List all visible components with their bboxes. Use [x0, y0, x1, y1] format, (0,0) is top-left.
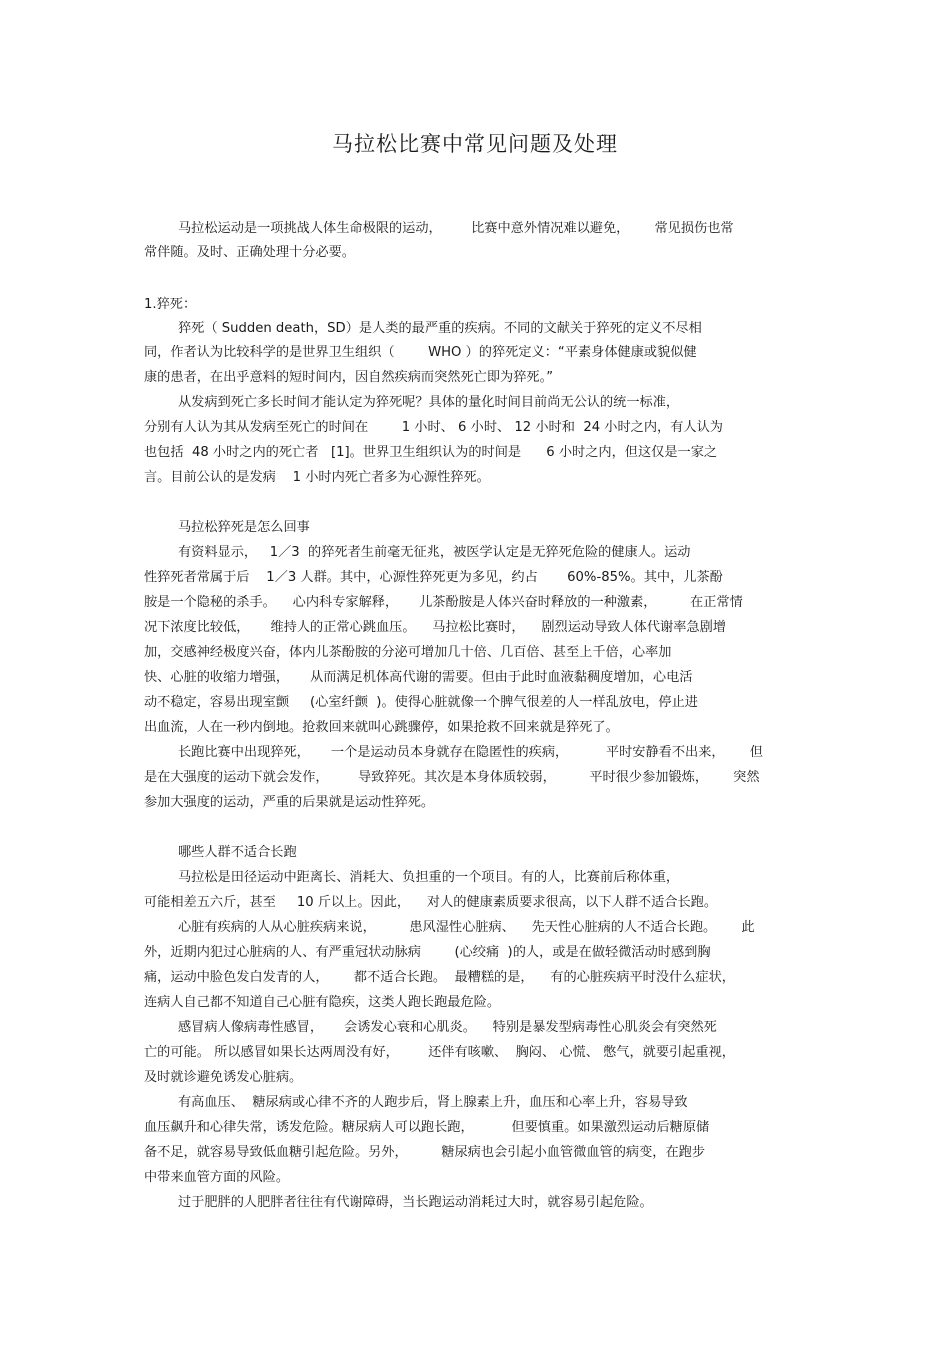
section-heading: 马拉松猝死是怎么回事 [178, 520, 310, 535]
paragraph-line: 血压飙升和心律失常，诱发危险。糖尿病人可以跑长跑， 但要慎重。如果激烈运动后糖原储 [144, 1120, 710, 1135]
paragraph-line: 言。目前公认的是发病 1 小时内死亡者多为心源性猝死。 [144, 470, 490, 485]
paragraph-line: 可能相差五六斤，甚至 10 斤以上。因此， 对人的健康素质要求很高，以下人群不适合长跑。 [144, 895, 718, 910]
paragraph-line: 马拉松是田径运动中距离长、消耗大、负担重的一个项目。有的人，比赛前后称体重， [178, 870, 680, 885]
paragraph-line: 性猝死者常属于后 1／3 人群。其中，心源性猝死更为多见，约占 60%-85%。其中，儿茶酚 [144, 570, 723, 585]
paragraph-line: 连病人自己都不知道自己心脏有隐疾，这类人跑长跑最危险。 [144, 995, 501, 1010]
paragraph-line: 胺是一个隐秘的杀手。 心内科专家解释， 儿茶酚胺是人体兴奋时释放的一种激素， 在正常情 [144, 595, 743, 610]
paragraph-line: 感冒病人像病毒性感冒， 会诱发心衰和心肌炎。 特别是暴发型病毒性心肌炎会有突然死 [178, 1020, 717, 1035]
paragraph-line: 有高血压、 糖尿病或心律不齐的人跑步后，肾上腺素上升，血压和心率上升，容易导致 [178, 1095, 688, 1110]
paragraph-line: 是在大强度的运动下就会发作， 导致猝死。其次是本身体质较弱， 平时很少参加锻炼， 突然 [144, 770, 760, 785]
paragraph-line: 心脏有疾病的人从心脏疾病来说， 患风湿性心脏病、 先天性心脏病的人不适合长跑。 此 [178, 920, 755, 935]
paragraph-line: 况下浓度比较低， 维持人的正常心跳血压。 马拉松比赛时， 剧烈运动导致人体代谢率急剧增 [144, 620, 726, 635]
paragraph-line: 出血流，人在一秒内倒地。抢救回来就叫心跳骤停，如果抢救不回来就是猝死了。 [144, 720, 619, 735]
paragraph-line: 及时就诊避免诱发心脏病。 [144, 1070, 303, 1085]
paragraph-line: 同，作者认为比较科学的是世界卫生组织（ WHO ）的猝死定义：“平素身体健康或貌似健 [144, 345, 697, 360]
paragraph-line: 分别有人认为其从发病至死亡的时间在 1 小时、 6 小时、 12 小时和 24 小时之内，有人认为 [144, 420, 723, 435]
paragraph-line: 参加大强度的运动，严重的后果就是运动性猝死。 [144, 795, 435, 810]
paragraph-line: 动不稳定，容易出现室颤 (心室纤颤 )。使得心脏就像一个脾气很差的人一样乱放电，停止进 [144, 695, 698, 710]
paragraph-line: 加，交感神经极度兴奋，体内儿茶酚胺的分泌可增加几十倍、几百倍、甚至上千倍，心率加 [144, 645, 672, 660]
paragraph-line: 亡的可能。 所以感冒如果长达两周没有好， 还伴有咳嗽、 胸闷、 心慌、 憋气，就要引起重视， [144, 1045, 735, 1060]
paragraph-line: 痛，运动中脸色发白发青的人， 都不适合长跑。 最糟糕的是， 有的心脏疾病平时没什么症状， [144, 970, 735, 985]
paragraph-line: 有资料显示， 1／3 的猝死者生前毫无征兆，被医学认定是无猝死危险的健康人。运动 [178, 545, 691, 560]
section-heading: 1.猝死： [144, 297, 197, 312]
paragraph-line: 也包括 48 小时之内的死亡者 [1]。世界卫生组织认为的时间是 6 小时之内，但这仅是一家之 [144, 445, 718, 460]
page-title: 马拉松比赛中常见问题及处理 [332, 132, 618, 156]
paragraph-line: 中带来血管方面的风险。 [144, 1170, 290, 1185]
section-heading: 哪些人群不适合长跑 [178, 845, 297, 860]
paragraph-line: 常伴随。及时、正确处理十分必要。 [144, 245, 355, 260]
paragraph-line: 康的患者，在出乎意料的短时间内，因自然疾病而突然死亡即为猝死。” [144, 370, 554, 385]
paragraph-line: 从发病到死亡多长时间才能认定为猝死呢？具体的量化时间目前尚无公认的统一标准， [178, 395, 680, 410]
paragraph-line: 备不足，就容易导致低血糖引起危险。另外， 糖尿病也会引起小血管微血管的病变，在跑步 [144, 1145, 706, 1160]
paragraph-line: 马拉松运动是一项挑战人体生命极限的运动， 比赛中意外情况难以避免， 常见损伤也常 [178, 221, 734, 236]
paragraph-line: 猝死（ Sudden death，SD）是人类的最严重的疾病。不同的文献关于猝死的定义不尽相 [178, 321, 702, 336]
paragraph-line: 外，近期内犯过心脏病的人、有严重冠状动脉病 (心绞痛 )的人，或是在做轻微活动时感到胸 [144, 945, 711, 960]
paragraph-line: 过于肥胖的人肥胖者往往有代谢障碍，当长跑运动消耗过大时，就容易引起危险。 [178, 1195, 653, 1210]
paragraph-line: 长跑比赛中出现猝死， 一个是运动员本身就存在隐匿性的疾病， 平时安静看不出来， 但 [178, 745, 763, 760]
paragraph-line: 快、心脏的收缩力增强， 从而满足机体高代谢的需要。但由于此时血液黏稠度增加，心电活 [144, 670, 693, 685]
